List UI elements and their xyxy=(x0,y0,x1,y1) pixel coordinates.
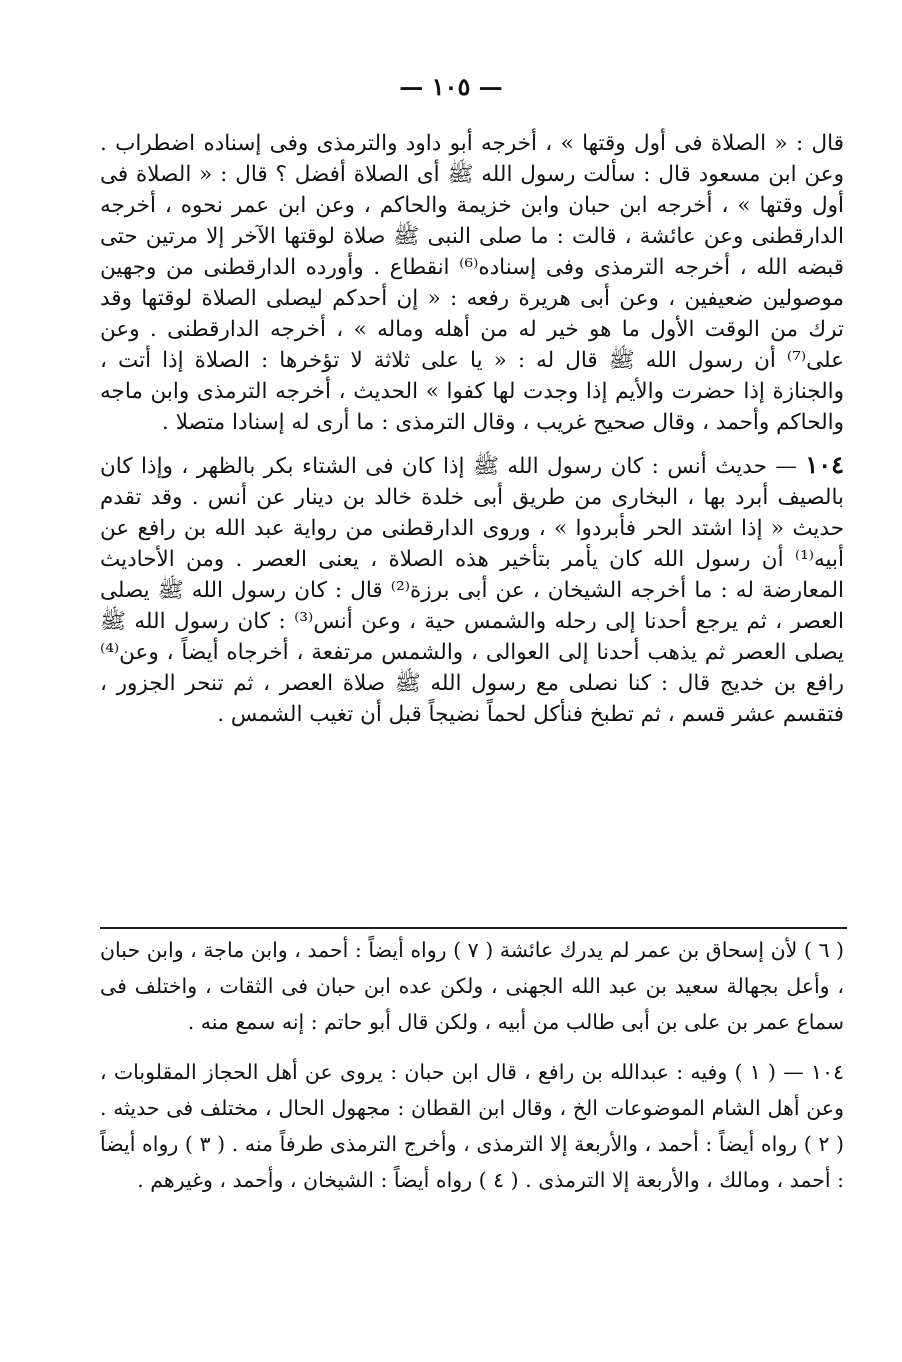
footnote-block-2: ١٠٤ — ( ١ ) وفيه : عبدالله بن رافع ، قال ابن حبان : يروى عن أهل الحجاز المقلوبات ، وعن أهل الشام الموضوعات الخ ، وقال ابن القطان : مجهول الحال ، مختلف فى حديثه . ( ٢ ) رواه أيضاً : أحمد ، والأربعة إلا الترمذى ، وأخرج الترمذى طرفاً منه . ( ٣ ) رواه أيضاً : أحمد ، ومالك ، والأربعة إلا الترمذى . ( ٤ ) رواه أيضاً : الشيخان ، وأحمد ، وغيرهم . xyxy=(100,1060,845,1192)
footnote-block-1: ( ٦ ) لأن إسحاق بن عمر لم يدرك عائشة ( ٧ ) رواه أيضاً : أحمد ، وابن ماجة ، وابن حبان ، وأعل بجهالة سعيد بن عبد الله الجهنى ، ولكن عده ابن حبان فى الثقات ، واختلف فى سماع عمر بن على بن أبى طالب من أبيه ، ولكن قال أبو حاتم : إنه سمع منه . xyxy=(100,938,844,1034)
footnotes xyxy=(100,932,844,1198)
hadith-text: — حديث أنس : كان رسول الله ﷺ إذا كان فى الشتاء بكر بالظهر ، وإذا كان بالصيف أبرد بها ، البخارى من طريق أبى خلدة خالد بن دينار عن أنس . وقد تقدم حديث « إذا اشتد الحر فأبردوا » ، وروى الدارقطنى من رواية عبد الله بن رافع عن أبيه⁽¹⁾ أن رسول الله كان يأمر بتأخير هذه الصلاة ، يعنى العصر . ومن الأحاديث المعارضة له : ما أخرجه الشيخان ، عن أبى برزة⁽²⁾ قال : كان رسول الله ﷺ يصلى العصر ، ثم يرجع أحدنا إلى رحله والشمس حية ، وعن أنس⁽³⁾ : كان رسول الله ﷺ يصلى العصر ثم يذهب أحدنا إلى العوالى ، والشمس مرتفعة ، أخرجاه أيضاً ، وعن⁽⁴⁾ رافع بن خديج قال : كنا نصلى مع رسول الله ﷺ صلاة العصر ، ثم تنحر الجزور ، فتقسم عشر قسم ، ثم تطبخ فنأكل لحماً نضيجاً قبل أن تغيب الشمس . xyxy=(100,454,844,727)
paragraph-continued: قال : « الصلاة فى أول وقتها » ، أخرجه أبو داود والترمذى وفى إسناده اضطراب . وعن ابن مسعود قال : سألت رسول الله ﷺ أى الصلاة أفضل ؟ قال : « الصلاة فى أول وقتها » ، أخرجه ابن حبان وابن خزيمة والحاكم ، وعن ابن عمر نحوه ، أخرجه الدارقطنى وعن عائشة ، قالت : ما صلى النبى ﷺ صلاة لوقتها الآخر إلا مرتين حتى قبضه الله ، أخرجه الترمذى وفى إسناده⁽⁶⁾ انقطاع . وأورده الدارقطنى من وجهين موصولين ضعيفين ، وعن أبى هريرة رفعه : « إن أحدكم ليصلى الصلاة لوقتها وقد ترك من الوقت الأول ما هو خير له من أهله وماله » ، أخرجه الدارقطنى . وعن على⁽⁷⁾ أن رسول الله ﷺ قال له : « يا على ثلاثة لا تؤخرها : الصلاة إذا أتت ، والجنازة إذا حضرت والأيم إذا وجدت لها كفوا » الحديث ، أخرجه الترمذى وابن ماجه والحاكم وأحمد ، وقال صحيح غريب ، وقال الترمذى : ما أرى له إسنادا متصلا . xyxy=(100,131,844,435)
footnote-divider xyxy=(100,927,847,929)
hadith-paragraph xyxy=(100,449,844,730)
page-number: — ١٠٥ — xyxy=(399,72,503,101)
main-text xyxy=(100,128,844,730)
hadith-number: ١٠٤ xyxy=(805,450,844,479)
